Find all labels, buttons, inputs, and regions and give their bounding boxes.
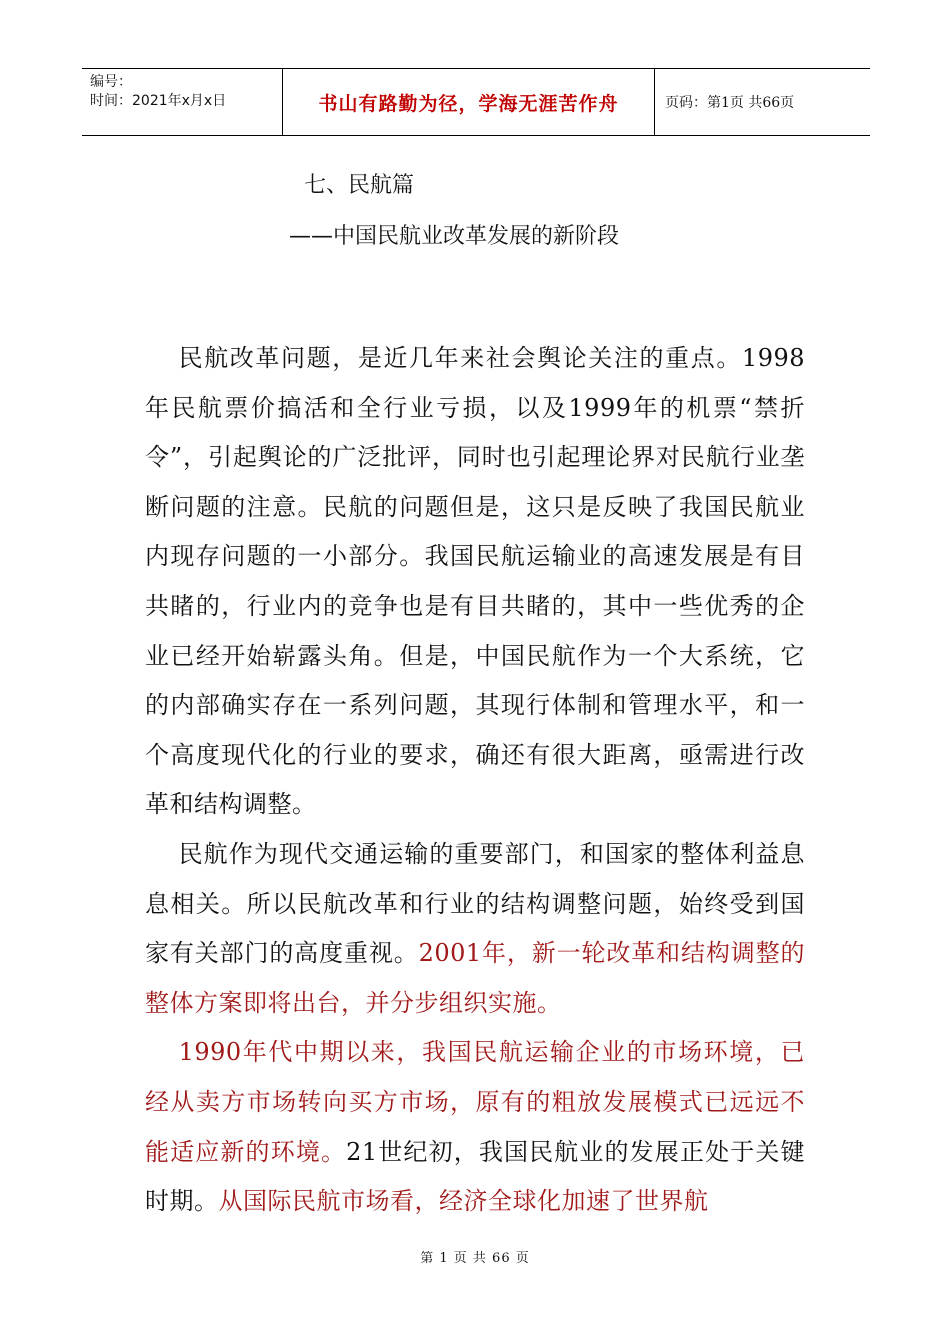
paragraph-text: 21世纪初，我国民航业的发展正处于关键时期。 (145, 1137, 805, 1216)
highlighted-text: 1990年代中期以来，我国民航运输企业的市场环境，已经从卖方市场转向买方市场，原有的粗放发展模式已远远不能适应新的环境。 (145, 1038, 805, 1166)
highlighted-text: 2001年，新一轮改革和结构调整的整体方案即将出台，并分步组织实施。 (145, 939, 806, 1017)
document-number: 编号： (90, 74, 132, 90)
page-footer: 第 1 页 共 66 页 (420, 1251, 530, 1266)
paragraph (145, 334, 805, 830)
document-date: 时间：2021年x月x日 (90, 93, 227, 109)
paragraph (145, 1028, 805, 1226)
motto-text: 书山有路勤为径，学海无涯苦作舟 (318, 92, 619, 115)
paragraph (145, 830, 805, 1028)
chapter-title: 七、民航篇 (304, 173, 415, 198)
paragraph-text: 民航改革问题，是近几年来社会舆论关注的重点。1998年民航票价搞活和全行业亏损，以及1999年的机票“禁折令”，引起舆论的广泛批评，同时也引起理论界对民航行业垄断问题的注意。民航的问题但是，这只是反映了我国民航业内现存问题的一小部分。我国民航运输业的高速发展是有目共睹的，行业内的竞争也是有目共睹的，其中一些优秀的企业已经开始崭露头角。但是，中国民航作为一个大系统，它的内部确实存在一系列问题，其现行体制和管理水平，和一个高度现代化的行业的要求，确还有很大距离，亟需进行改革和结构调整。 (145, 344, 805, 819)
header-motto-cell (282, 69, 655, 135)
paragraph-text: 民航作为现代交通运输的重要部门，和国家的整体利益息息相关。所以民航改革和行业的结构调整问题，始终受到国家有关部门的高度重视。 (145, 839, 805, 968)
header-meta (82, 69, 282, 135)
page-header (82, 68, 870, 136)
chapter-subtitle: ——中国民航业改革发展的新阶段 (289, 224, 620, 249)
highlighted-text: 从国际民航市场看，经济全球化加速了世界航 (218, 1187, 709, 1216)
header-page-info: 页码：第1页 共66页 (665, 95, 795, 111)
document-body (145, 334, 805, 1227)
